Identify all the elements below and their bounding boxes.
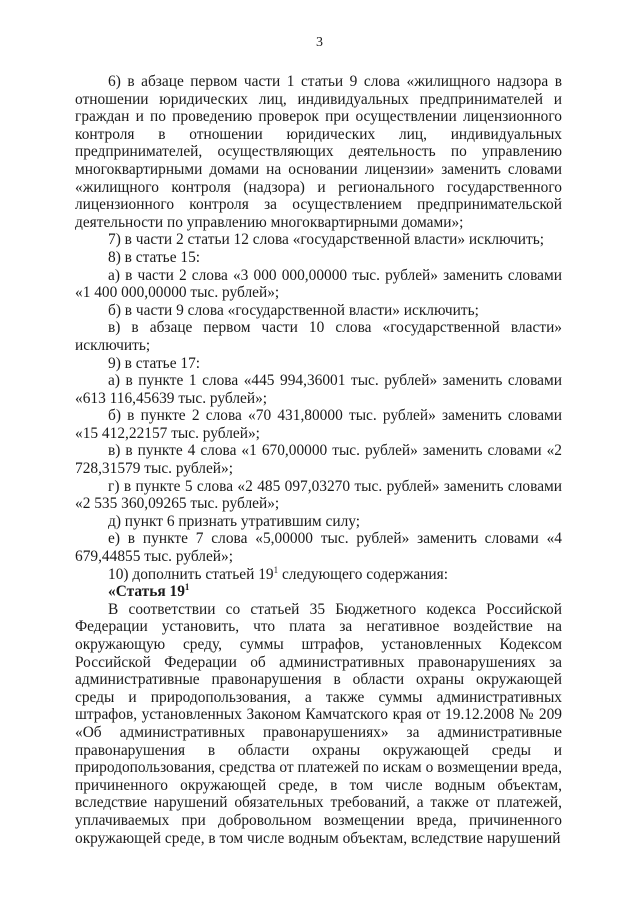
article-body-paragraph: В соответствии со статьей 35 Бюджетного кодекса Российской Федерации установить, что плата за негативное воздействие на окружающую среду, суммы штрафов, установленных Кодексом Российской Федерации об административных правонарушениях за административные правонарушения в области охраны окружающей среды и природопользования, а также суммы административных штрафов, установленных Законом Камчатского края от 19.12.2008 № 209 «Об административных правонарушениях» за административные правонарушения в области охраны окружающей среды и природопользования, средства от платежей по искам о возмещении вреда, причиненного окружающей среде, в том числе водным объектам, вследствие нарушений обязательных требований, а также от платежей, уплачиваемых при добровольном возмещении вреда, причиненного окружающей среде, в том числе водным объектам, вследствие нарушений [75,600,562,847]
paragraph-9g: г) в пункте 5 слова «2 485 097,03270 тыс. рублей» заменить словами «2 535 360,09265 тыс. рублей»; [75,477,562,513]
page-number: 3 [316,35,323,50]
article-heading-text: «Статья 19 [108,583,185,601]
paragraph-10-superscript: 1 [273,564,279,575]
paragraph-10 [75,566,562,584]
paragraph-8: 8) в статье 15: [108,248,201,266]
paragraph-8b: б) в части 9 слова «государственной власти» исключить; [108,301,479,319]
article-heading [75,583,562,601]
document-body [75,73,562,847]
paragraph-10-after: следующего содержания: [278,565,448,583]
paragraph-9v: в) в пункте 4 слова «1 670,00000 тыс. рублей» заменить словами «2 728,31579 тыс. рублей»; [75,442,562,478]
paragraph-9: 9) в статье 17: [108,354,201,372]
paragraph-7: 7) в части 2 статьи 12 слова «государственной власти» исключить; [108,231,545,249]
paragraph-8v: в) в абзаце первом части 10 слова «государственной власти» исключить; [75,319,562,354]
paragraph-9a: а) в пункте 1 слова «445 994,36001 тыс. рублей» заменить словами «613 116,45639 тыс. рублей»; [75,372,562,407]
paragraph-9d: д) пункт 6 признать утратившим силу; [108,512,361,530]
paragraph-6: 6) в абзаце первом части 1 статьи 9 слова «жилищного надзора в отношении юридических лиц, индивидуальных предпринимателей и граждан и по проведению проверок при осуществлении лицензионного контроля в отношении юридических лиц, индивидуальных предпринимателей, осуществляющих деятельность по управлению многоквартирными домами на основании лицензии» заменить словами «жилищного контроля (надзора) и регионального государственного лицензионного контроля за осуществлением предпринимательской деятельности по управлению многоквартирными домами»; [75,73,562,231]
paragraph-8a: а) в части 2 слова «3 000 000,00000 тыс. рублей» заменить словами «1 400 000,00000 тыс. рублей»; [75,266,562,302]
paragraph-9b: б) в пункте 2 слова «70 431,80000 тыс. рублей» заменить словами «15 412,22157 тыс. рублей»; [75,407,562,442]
paragraph-10-before: 10) дополнить статьей 19 [108,565,274,583]
article-heading-superscript: 1 [184,582,190,593]
paragraph-9e: е) в пункте 7 слова «5,00000 тыс. рублей» заменить словами «4 679,44855 тыс. рублей»; [75,530,562,566]
